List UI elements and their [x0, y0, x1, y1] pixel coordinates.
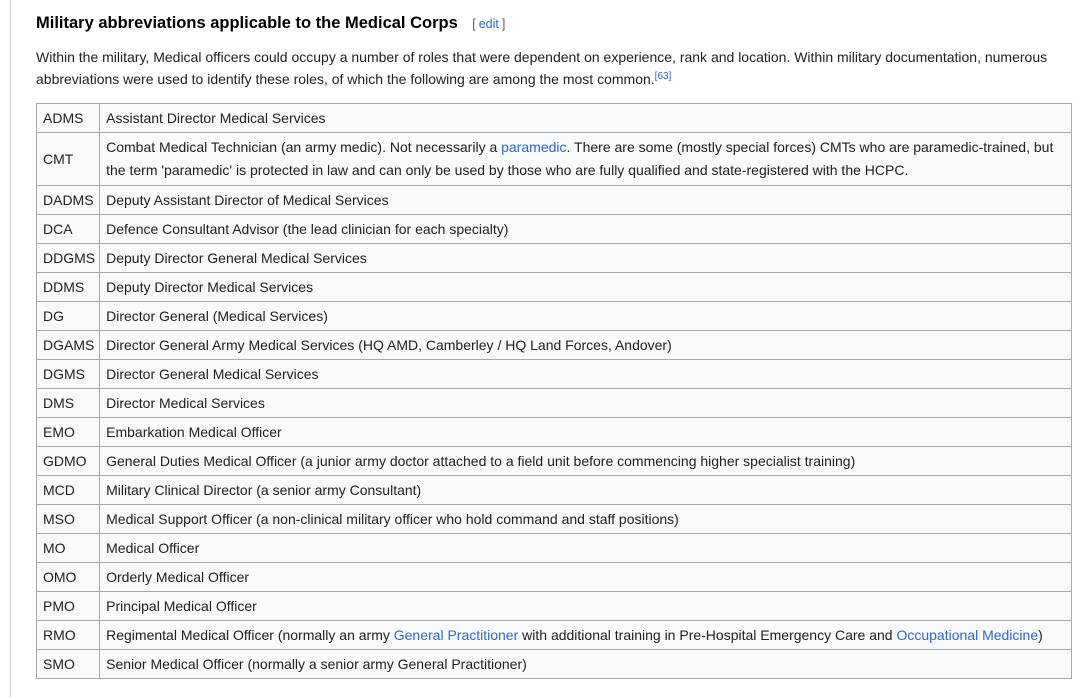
meaning-cell: Director General (Medical Services) — [100, 302, 1072, 331]
abbreviation-cell: DMS — [37, 389, 100, 418]
meaning-cell: Medical Support Officer (a non-clinical military officer who hold command and staff positions) — [100, 505, 1072, 534]
meaning-cell: Medical Officer — [100, 534, 1072, 563]
intro-text: Within the military, Medical officers could occupy a number of roles that were dependent on experience, rank and location. Within military documentation, numerous abbreviations were used to identify these roles, of which the following are among the most common. — [36, 49, 1048, 87]
meaning-cell: Deputy Assistant Director of Medical Services — [100, 186, 1072, 215]
table-row — [37, 650, 1072, 679]
section-title: Military abbreviations applicable to the Medical Corps — [36, 14, 458, 32]
citation-reference — [655, 71, 672, 82]
meaning-text: . There are some (mostly special forces) CMTs who are paramedic-trained, but the term 'paramedic' is protected in law and can only be used by those who are fully qualified and state-registered with the HCPC. — [106, 139, 1054, 178]
abbreviation-cell: DDGMS — [37, 244, 100, 273]
citation-link[interactable]: [63] — [654, 71, 672, 82]
table-row — [37, 331, 1072, 360]
page-left-border — [10, 0, 11, 697]
meaning-text: with additional training in Pre-Hospital Emergency Care and — [518, 627, 897, 643]
meaning-cell: Director General Army Medical Services (HQ AMD, Camberley / HQ Land Forces, Andover) — [100, 331, 1072, 360]
meaning-cell — [100, 133, 1072, 186]
section-heading — [36, 14, 505, 33]
abbreviations-table — [36, 103, 1072, 679]
table-row — [37, 360, 1072, 389]
meaning-text: Combat Medical Technician (an army medic). Not necessarily a — [106, 139, 502, 155]
table-row — [37, 186, 1072, 215]
abbreviation-cell: DGMS — [37, 360, 100, 389]
meaning-text: Regimental Medical Officer (normally an army — [106, 627, 394, 643]
meaning-cell: Deputy Director Medical Services — [100, 273, 1072, 302]
meaning-cell: Assistant Director Medical Services — [100, 104, 1072, 133]
meaning-text: ) — [1038, 627, 1043, 643]
meaning-cell — [100, 621, 1072, 650]
abbreviation-cell: DGAMS — [37, 331, 100, 360]
table-row — [37, 476, 1072, 505]
abbreviation-cell: GDMO — [37, 447, 100, 476]
table-row — [37, 592, 1072, 621]
abbreviation-cell: RMO — [37, 621, 100, 650]
table-row — [37, 133, 1072, 186]
paramedic-link[interactable]: paramedic — [501, 139, 567, 155]
meaning-cell: General Duties Medical Officer (a junior army doctor attached to a field unit before commencing higher specialist training) — [100, 447, 1072, 476]
table-row — [37, 447, 1072, 476]
meaning-cell: Senior Medical Officer (normally a senior army General Practitioner) — [100, 650, 1072, 679]
table-row — [37, 563, 1072, 592]
meaning-cell: Orderly Medical Officer — [100, 563, 1072, 592]
intro-paragraph — [36, 46, 1066, 90]
general-practitioner-link[interactable]: General Practitioner — [393, 627, 519, 643]
table-row — [37, 389, 1072, 418]
meaning-cell: Director General Medical Services — [100, 360, 1072, 389]
abbreviation-cell: CMT — [37, 133, 100, 186]
abbreviation-cell: MO — [37, 534, 100, 563]
table-row — [37, 534, 1072, 563]
edit-section-link[interactable]: edit — [478, 17, 499, 31]
meaning-cell: Embarkation Medical Officer — [100, 418, 1072, 447]
table-row — [37, 418, 1072, 447]
abbreviation-cell: EMO — [37, 418, 100, 447]
meaning-cell: Defence Consultant Advisor (the lead clinician for each specialty) — [100, 215, 1072, 244]
abbreviation-cell: MCD — [37, 476, 100, 505]
abbreviation-cell: DDMS — [37, 273, 100, 302]
abbreviation-cell: DCA — [37, 215, 100, 244]
occupational-medicine-link[interactable]: Occupational Medicine — [896, 627, 1039, 643]
meaning-cell: Military Clinical Director (a senior army Consultant) — [100, 476, 1072, 505]
edit-section-link-group — [472, 17, 505, 31]
meaning-cell: Director Medical Services — [100, 389, 1072, 418]
meaning-cell: Deputy Director General Medical Services — [100, 244, 1072, 273]
abbreviation-cell: SMO — [37, 650, 100, 679]
table-row — [37, 621, 1072, 650]
abbreviation-cell: OMO — [37, 563, 100, 592]
meaning-cell: Principal Medical Officer — [100, 592, 1072, 621]
abbreviation-cell: MSO — [37, 505, 100, 534]
table-row — [37, 505, 1072, 534]
table-row — [37, 244, 1072, 273]
table-row — [37, 302, 1072, 331]
edit-bracket-close: ] — [501, 17, 506, 31]
table-row — [37, 273, 1072, 302]
abbreviation-cell: ADMS — [37, 104, 100, 133]
abbreviation-cell: DG — [37, 302, 100, 331]
abbreviation-cell: PMO — [37, 592, 100, 621]
table-row — [37, 104, 1072, 133]
table-row — [37, 215, 1072, 244]
edit-bracket-open: [ — [472, 17, 476, 31]
abbreviation-cell: DADMS — [37, 186, 100, 215]
